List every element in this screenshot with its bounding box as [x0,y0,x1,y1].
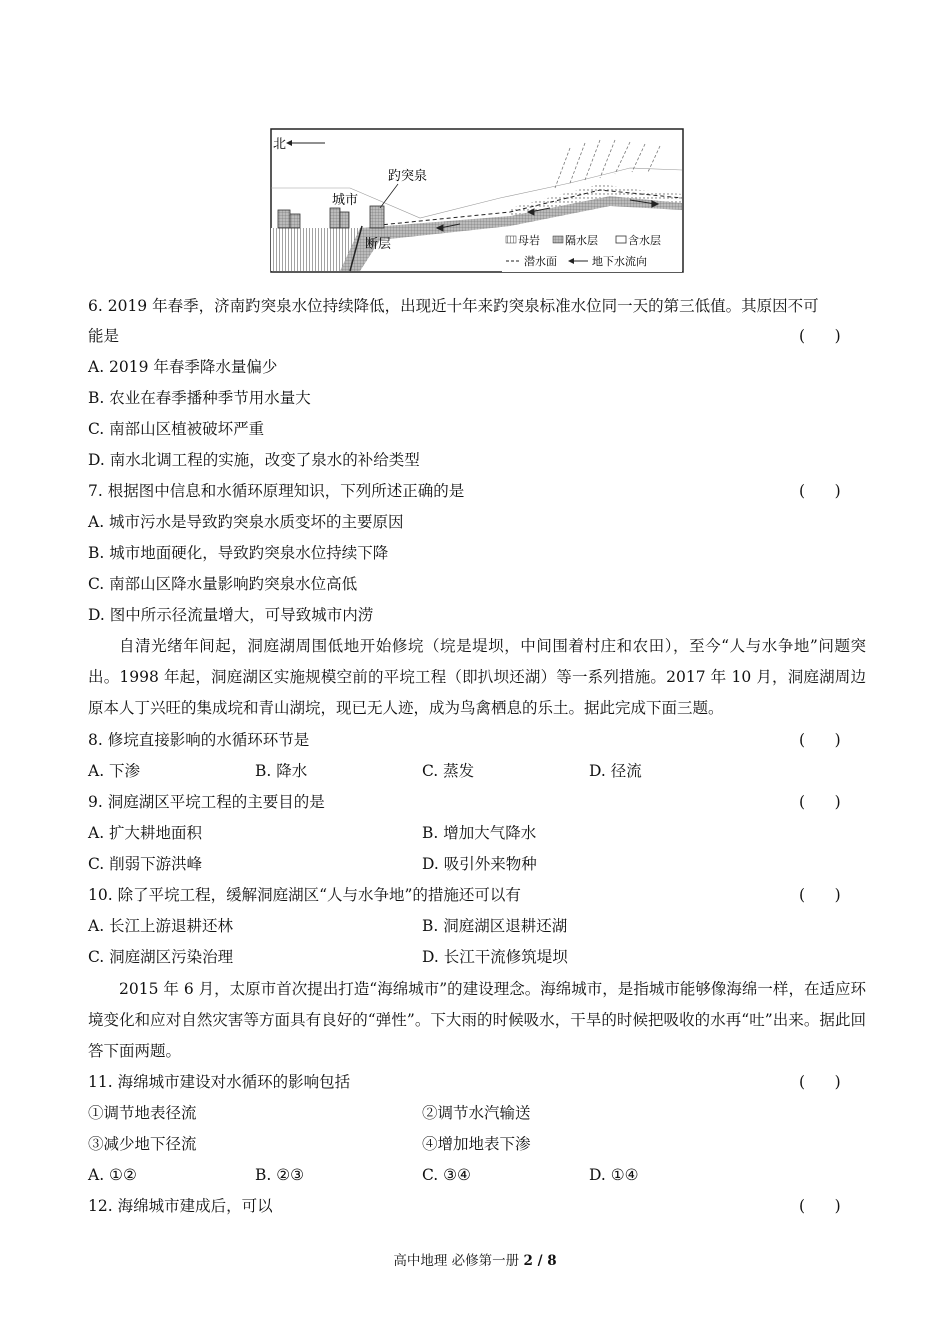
q11-item-4: ④增加地表下渗 [422,1135,531,1153]
svg-text:母岩: 母岩 [518,235,540,247]
q7-answer-paren[interactable]: ( ) [799,482,841,500]
q12-answer-paren[interactable]: ( ) [799,1197,841,1215]
q11-item-3: ③减少地下径流 [88,1135,197,1153]
q6-stem-line2: 能是 [88,327,120,345]
q7-stem: 7. 根据图中信息和水循环原理知识，下列所述正确的是 [88,482,465,500]
q8-stem: 8. 修垸直接影响的水循环环节是 [88,731,310,749]
passage-sponge-city: 2015 年 6 月，太原市首次提出打造“海绵城市”的建设理念。海绵城市，是指城市能够像海绵一样，在适应环境变化和应对自然灾害等方面具有良好的“弹性”。下大雨的时候吸水，干旱的时候把吸收的水再“吐”出来。据此回答下面两题。 [88,980,866,1060]
q11-answer-paren[interactable]: ( ) [799,1073,841,1091]
groundwater-cross-section-figure [270,128,684,273]
q6-option-d[interactable]: D. 南水北调工程的实施，改变了泉水的补给类型 [88,451,420,469]
q11-item-1: ①调节地表径流 [88,1104,197,1122]
q8-option-d[interactable]: D. 径流 [589,762,642,780]
fault-label: 断层 [365,236,392,251]
spring-label: 趵突泉 [388,168,428,183]
svg-text:地下水流向: 地下水流向 [592,256,647,268]
q8-answer-paren[interactable]: ( ) [799,731,841,749]
q11-option-a[interactable]: A. ①② [88,1166,137,1184]
q6-option-c[interactable]: C. 南部山区植被破坏严重 [88,420,265,438]
figure-legend [502,232,682,272]
q11-item-2: ②调节水汽输送 [422,1104,531,1122]
q6-answer-paren[interactable]: ( ) [799,327,841,345]
city-label: 城市 [332,192,359,207]
footer-subject: 高中地理 必修第一册 [393,1253,524,1269]
q9-option-c[interactable]: C. 削弱下游洪峰 [88,855,203,873]
svg-text:隔水层: 隔水层 [565,235,598,247]
q8-option-a[interactable]: A. 下渗 [88,762,141,780]
north-label: 北 [273,136,287,151]
q9-option-d[interactable]: D. 吸引外来物种 [422,855,537,873]
q8-option-b[interactable]: B. 降水 [255,762,308,780]
q6-option-b[interactable]: B. 农业在春季播种季节用水量大 [88,389,311,407]
q12-stem: 12. 海绵城市建成后，可以 [88,1197,273,1215]
svg-text:含水层: 含水层 [628,235,661,247]
svg-text:潜水面: 潜水面 [524,256,557,268]
q10-option-a[interactable]: A. 长江上游退耕还林 [88,917,234,935]
q11-option-c[interactable]: C. ③④ [422,1166,471,1184]
q6-stem-line1: 6. 2019 年春季，济南趵突泉水位持续降低，出现近十年来趵突泉标准水位同一天的第三低值。其原因不可 [88,297,819,315]
q10-option-c[interactable]: C. 洞庭湖区污染治理 [88,948,234,966]
q10-option-d[interactable]: D. 长江干流修筑堤坝 [422,948,568,966]
q7-option-d[interactable]: D. 图中所示径流量增大，可导致城市内涝 [88,606,374,624]
q9-option-b[interactable]: B. 增加大气降水 [422,824,537,842]
q10-stem: 10. 除了平垸工程，缓解洞庭湖区“人与水争地”的措施还可以有 [88,886,521,904]
q7-option-b[interactable]: B. 城市地面硬化，导致趵突泉水位持续下降 [88,544,389,562]
q9-stem: 9. 洞庭湖区平垸工程的主要目的是 [88,793,325,811]
passage-dongting: 自清光绪年间起，洞庭湖周围低地开始修垸（垸是堤坝，中间围着村庄和农田），至今“人与水争地”问题突出。1998 年起，洞庭湖区实施规模空前的平垸工程（即扒坝还湖）等一系列措施。2017 年 10 月，洞庭湖周边原本人丁兴旺的集成垸和青山湖垸，现已无人迹，成为鸟禽栖息的乐土。据此完成下面三题。 [88,637,866,717]
q9-answer-paren[interactable]: ( ) [799,793,841,811]
q8-option-c[interactable]: C. 蒸发 [422,762,475,780]
q7-option-c[interactable]: C. 南部山区降水量影响趵突泉水位高低 [88,575,358,593]
q9-option-a[interactable]: A. 扩大耕地面积 [88,824,203,842]
page-number: 2 / 8 [523,1253,557,1269]
q11-option-b[interactable]: B. ②③ [255,1166,305,1184]
q10-answer-paren[interactable]: ( ) [799,886,841,904]
q7-option-a[interactable]: A. 城市污水是导致趵突泉水质变坏的主要原因 [88,513,404,531]
q11-option-d[interactable]: D. ①④ [589,1166,639,1184]
page-footer [0,1249,950,1269]
q10-option-b[interactable]: B. 洞庭湖区退耕还湖 [422,917,568,935]
q11-stem: 11. 海绵城市建设对水循环的影响包括 [88,1073,351,1091]
q6-option-a[interactable]: A. 2019 年春季降水量偏少 [88,358,278,376]
